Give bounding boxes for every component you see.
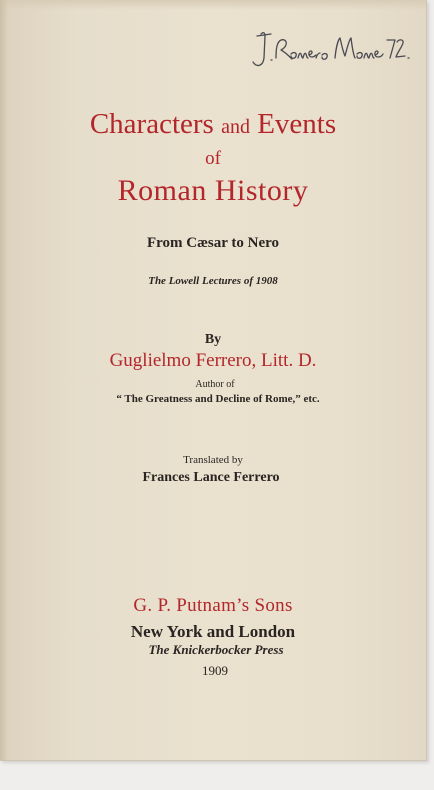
translated-by-label: Translated by	[183, 454, 243, 466]
publisher-city: New York and London	[130, 622, 296, 641]
title-word-events: Events	[257, 108, 337, 140]
translator-name: Frances Lance Ferrero	[142, 470, 280, 485]
title-line-1	[0, 110, 426, 139]
publisher-name: G. P. Putnam’s Sons	[133, 595, 293, 616]
publisher-press: The Knickerbocker Press	[148, 642, 284, 657]
author-of-work: “ The Greatness and Decline of Rome,” etc.	[116, 393, 320, 405]
publication-year: 1909	[202, 663, 228, 678]
by-label: By	[204, 332, 222, 347]
author-name: Guglielmo Ferrero, Litt. D.	[109, 350, 317, 371]
title-line-of: of	[205, 148, 221, 169]
handwritten-signature	[245, 28, 415, 76]
lectures-line: The Lowell Lectures of 1908	[148, 275, 278, 287]
page-top-shadow	[0, 0, 426, 10]
subtitle: From Cæsar to Nero	[146, 235, 280, 251]
author-of-label: Author of	[195, 379, 235, 390]
title-word-characters: Characters	[89, 108, 214, 140]
title-word-and: and	[221, 116, 250, 138]
title-line-roman-history: Roman History	[117, 174, 309, 207]
signature-drawing	[245, 28, 415, 76]
